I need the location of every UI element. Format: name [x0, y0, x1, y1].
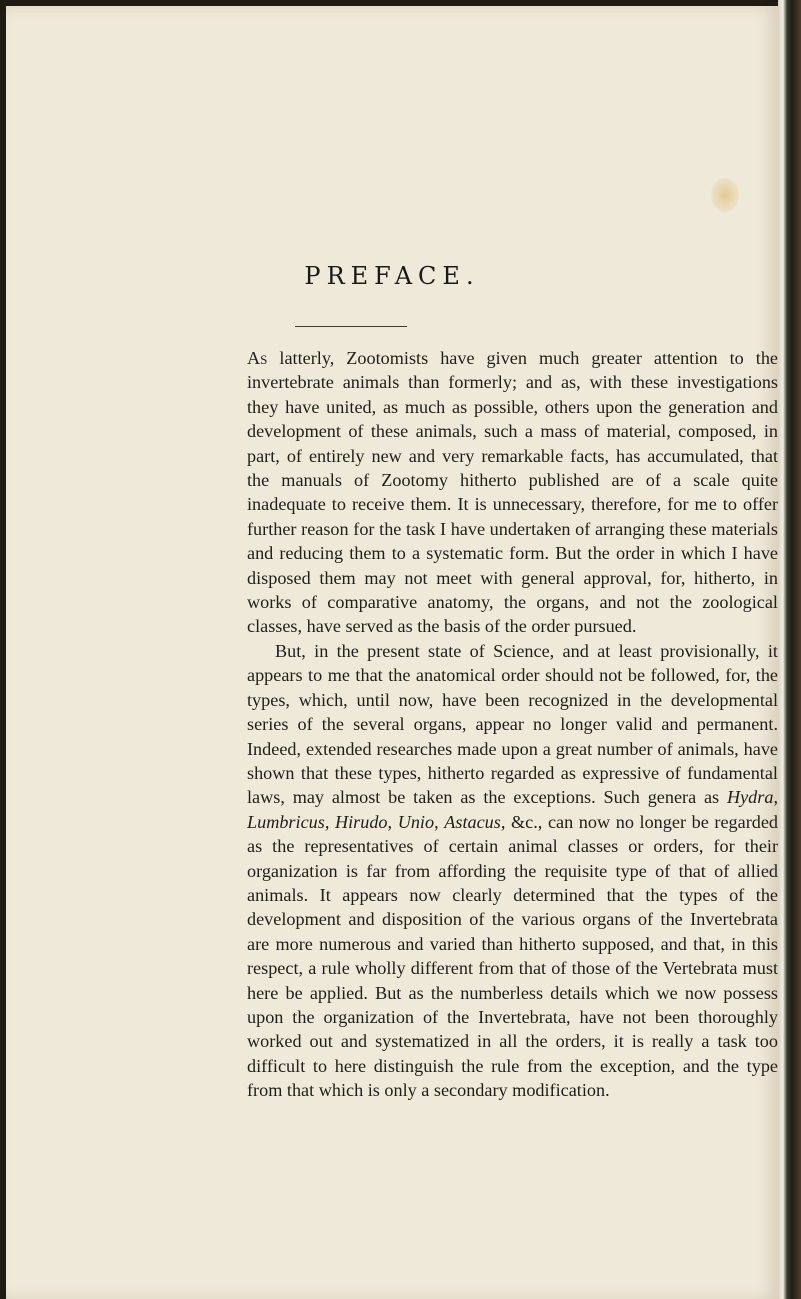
text-run: ,: [773, 787, 778, 808]
title-rule: [295, 326, 407, 327]
page-title: PREFACE.: [304, 262, 480, 290]
genus-name: Hirudo: [334, 811, 388, 832]
paragraph-1: [247, 346, 778, 639]
genus-name: Hydra: [726, 787, 774, 808]
genus-name: Astacus: [444, 811, 501, 832]
text-run: ,: [324, 811, 335, 832]
text-run: latterly, Zootomists have given much greater attention to the invertebrate animals than formerly; and as, with these investigations they have united, as much as possible, others upon the generation and development of these animals, such a mass of material, composed, in part, of entirely new and very remarkable facts, has accumulated, that the manuals of Zootomy hitherto published are of a scale quite inadequate to receive them. It is unnecessary, therefore, for me to offer further reason for the task I have undertaken of arranging these materials and reducing them to a systematic form. But the order in which I have disposed them may not meet with general approval, for, hitherto, in works of comparative anatomy, the organs, and not the zoological classes, have served as the basis of the order pursued.: [247, 348, 778, 637]
book-page: [6, 6, 778, 1299]
text-run: ,: [434, 811, 445, 832]
genus-name: Unio: [397, 811, 435, 832]
genus-name: Lumbricus: [247, 811, 325, 832]
paragraph-2: [247, 639, 778, 1103]
paper-stain: [711, 178, 739, 212]
text-run: , &c., can now no longer be regarded as the representatives of certain animal classes or orders, for their organization is far from affording the requisite type of that of allied animals. It appears now clearly determined that the types of the development and disposition of the various organs of the Invertebrata are more numerous and varied than hitherto supposed, and that, in this respect, a rule wholly different from that of those of the Vertebrata must here be applied. But as the numberless details which we now possess upon the organization of the Invertebrata, have not been thoroughly worked out and systematized in all the orders, it is really a task too difficult to here distinguish the rule from the exception, and the type from that which is only a secondary modification.: [247, 811, 779, 1101]
text-run: ,: [387, 811, 398, 832]
preface-text: [247, 346, 778, 1103]
opening-word: As: [247, 348, 268, 368]
text-run: But, in the present state of Science, and at least provisionally, it appears to me that the anatomical order should not be followed, for, the types, which, until now, have been recognized in the developmental series of the several organs, appear no longer valid and permanent. Indeed, extended researches made upon a great number of animals, have shown that these types, hitherto regarded as expressive of fundamental laws, may almost be taken as the exceptions. Such genera as: [247, 640, 778, 808]
book-spine-edge: [778, 0, 801, 1299]
